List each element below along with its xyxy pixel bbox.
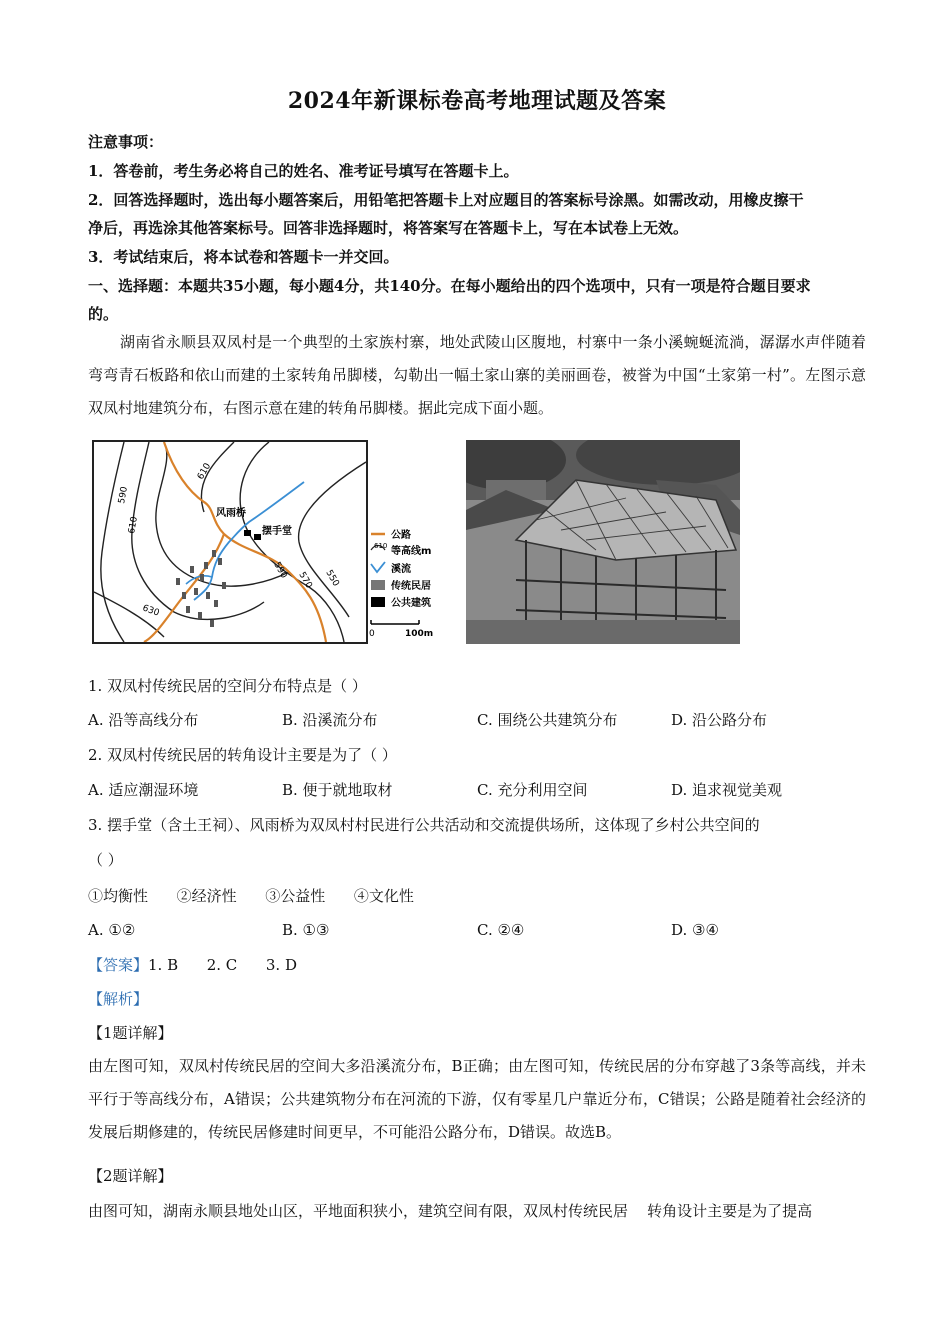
q1-option-a[interactable]: A. 沿等高线分布 [88,711,199,729]
dwelling-mark [222,582,226,589]
scale-start: 0 [369,629,375,639]
detail-1-text: 由左图可知，双凤村传统民居的空间大多沿溪流分布，B正确；由左图可知，传统民居的分布穿越了3条等高线，并未平行于等高线分布，A错误；公共建筑物分布在河流的下游，仅有零星几户靠近分布，C错误；公路是随着社会经济的发展后期修建的，传统民居修建时间更早，不可能沿公路分布，D错误。故选B。 [88,1057,866,1141]
legend-road: 公路 [391,530,411,541]
contour-label: 550 [323,568,341,589]
q1-option-b[interactable]: B. 沿溪流分布 [282,711,378,729]
q2-option-d[interactable]: D. 追求视觉美观 [671,781,783,799]
dwelling-mark [210,620,214,627]
question-passage: 湖南省永顺县双凤村是一个典型的土家族村寨，地处武陵山区腹地，村寨中一条小溪蜿蜒流淌，潺潺水声伴随着弯弯青石板路和依山而建的土家转角吊脚楼，勾勒出一幅土家山寨的美丽画卷，被誉为中国“土家第一村”。左图示意双凤村地建筑分布，右图示意在建的转角吊脚楼。据此完成下面小题。 [88,333,866,417]
legend-stream-swatch [371,562,385,572]
contour-label: 630 [140,603,161,619]
question-3-items: ①均衡性 ②经济性 ③公益性 ④文化性 [88,887,414,905]
question-2-stem: 2. 双凤村传统民居的转角设计主要是为了（ ） [88,746,397,764]
detail-2-label: 【2题详解】 [88,1167,173,1185]
notice-heading: 注意事项： [88,133,164,151]
dwelling-mark [204,562,208,569]
q2-option-a[interactable]: A. 适应潮湿环境 [88,781,199,799]
village-map [92,440,368,644]
legend-contour: 等高线m [391,546,432,557]
contour-label: 590 [271,560,289,581]
contour-label: 610 [127,515,140,535]
answer-label: 【答案】 [88,956,149,974]
contour-line [101,442,124,642]
stilt-house-photo [466,440,740,644]
q1-option-d[interactable]: D. 沿公路分布 [671,711,768,729]
legend-dwelling-swatch [371,580,385,590]
contour-line [240,442,344,642]
scale-end: 100m [405,629,434,639]
public-building-mark [254,534,261,540]
answer-line [88,955,866,975]
contour-label: 610 [195,461,214,482]
dwelling-mark [182,592,186,599]
public-building-mark [244,530,251,536]
dwelling-mark [190,566,194,573]
legend-contour-value: 610 [374,542,388,550]
dwelling-mark [212,550,216,557]
legend-stream: 溪流 [391,564,411,575]
notice-item-1: 1．答卷前，考生务必将自己的姓名、准考证号填写在答题卡上。 [88,162,519,180]
contour-label: 570 [296,570,314,591]
section-heading-line-2: 的。 [88,305,119,323]
bridge-label: 风雨桥 [216,508,246,519]
analysis-label: 【解析】 [88,990,149,1008]
dwelling-mark [200,574,204,581]
notice-item-2-line-1: 2．回答选择题时，选出每小题答案后，用铅笔把答题卡上对应题目的答案标号涂黑。如需改动，用橡皮擦干 [88,191,804,209]
q3-option-b[interactable]: B. ①③ [282,921,330,939]
stream-line [194,482,304,600]
page-title: 2024年新课标卷高考地理试题及答案 [287,88,667,114]
dwelling-mark [186,606,190,613]
hall-label: 摆手堂 [262,526,292,537]
dwelling-mark [218,558,222,565]
dwelling-mark [214,600,218,607]
contour-map-svg [94,442,366,642]
notice-item-2-line-2: 净后，再选涂其他答案标号。回答非选择题时，将答案写在答题卡上，写在本试卷上无效。 [88,219,689,237]
q3-option-a[interactable]: A. ①② [88,921,136,939]
detail-1-label: 【1题详解】 [88,1024,173,1042]
q1-option-c[interactable]: C. 围绕公共建筑分布 [477,711,618,729]
q3-option-d[interactable]: D. ③④ [671,921,719,939]
question-3-stem: 3. 摆手堂（含土王祠）、风雨桥为双凤村村民进行公共活动和交流提供场所，这体现了乡村公共空间的 [88,816,760,834]
section-heading-line-1: 一、选择题：本题共35小题，每小题4分，共140分。在每小题给出的四个选项中，只有一项是符合题目要求 [88,277,811,295]
legend-public: 公共建筑 [391,598,431,609]
dwelling-mark [206,592,210,599]
q2-option-c[interactable]: C. 充分利用空间 [477,781,588,799]
q3-option-c[interactable]: C. ②④ [477,921,525,939]
legend-public-swatch [371,597,385,607]
legend-dwelling: 传统民居 [391,581,431,592]
contour-label: 590 [117,485,130,505]
q2-option-b[interactable]: B. 便于就地取材 [282,781,393,799]
question-1-stem: 1. 双凤村传统民居的空间分布特点是（ ） [88,677,367,695]
question-3-blank: （ ） [88,851,123,869]
map-legend [369,440,454,644]
dwelling-mark [198,612,202,619]
notice-item-3: 3．考试结束后，将本试卷和答题卡一并交回。 [88,248,399,266]
detail-2-text: 由图可知，湖南永顺县地处山区，平地面积狭小，建筑空间有限，双凤村传统民居 转角设计主要是为了提高 [88,1202,813,1220]
answer-text: 1. B 2. C 3. D [148,956,297,974]
dwelling-mark [194,588,198,595]
dwelling-mark [176,578,180,585]
